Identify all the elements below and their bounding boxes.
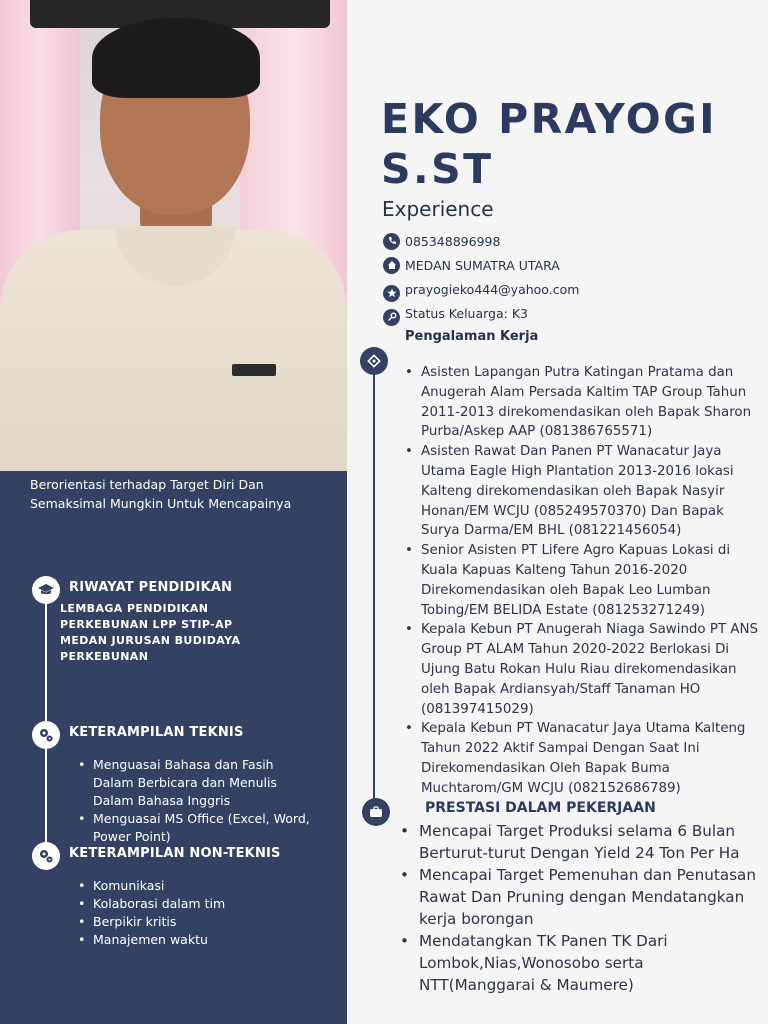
photo-hair <box>92 18 260 98</box>
achievements-list <box>400 820 758 996</box>
education-detail: LEMBAGA PENDIDIKAN PERKEBUNAN LPP STIP-AP MEDAN JURUSAN BUDIDAYA PERKEBUNAN <box>60 602 241 663</box>
achievement-item: • Mencapai Target Pemenuhan dan Penutasan Rawat Dan Pruning dengan Mendatangkan kerja borongan <box>400 864 758 930</box>
gears-icon <box>32 721 60 749</box>
star-icon <box>383 285 400 302</box>
key-icon <box>383 309 400 326</box>
graduation-cap-icon <box>32 576 60 604</box>
contact-address <box>383 256 560 274</box>
photo-pocket-label <box>232 364 276 376</box>
achievements-title: PRESTASI DALAM PEKERJAAN <box>425 800 656 816</box>
achievement-item: • Mencapai Target Produksi selama 6 Bulan Berturut-turut Dengan Yield 24 Ton Per Ha <box>400 820 758 864</box>
email-text: prayogieko444@yahoo.com <box>405 281 580 297</box>
objective-text: Berorientasi terhadap Target Diri Dan Semaksimal Mungkin Untuk Mencapainya <box>30 477 292 511</box>
soft-skill-item: • Berpikir kritis <box>78 913 313 931</box>
soft-skills-title: KETERAMPILAN NON-TEKNIS <box>69 846 281 861</box>
left-sidebar <box>0 0 347 1024</box>
technical-skill-item: • Menguasai Bahasa dan Fasih Dalam Berbicara dan Menulis Dalam Bahasa Inggris <box>78 756 313 810</box>
technical-skills-title: KETERAMPILAN TEKNIS <box>69 725 244 740</box>
work-experience-item: • Kepala Kebun PT Wanacatur Jaya Utama Kalteng Tahun 2022 Aktif Sampai Dengan Saat Ini Direkomendasikan Oleh Bapak Buma Muchtarom/GM WCJU (082152686789) <box>405 719 763 798</box>
work-experience-list <box>405 363 763 799</box>
work-experience-title: Pengalaman Kerja <box>405 329 539 344</box>
education-title: RIWAYAT PENDIDIKAN <box>69 580 233 595</box>
soft-skill-item: • Kolaborasi dalam tim <box>78 895 313 913</box>
technical-skill-item: • Menguasai MS Office (Excel, Word, Power Point) <box>78 810 313 846</box>
soft-skills-list <box>78 877 313 949</box>
candidate-name: EKO PRAYOGI S.ST <box>381 95 717 193</box>
soft-skill-item: • Manajemen waktu <box>78 931 313 949</box>
contact-phone <box>383 232 500 250</box>
profile-photo <box>0 0 347 471</box>
phone-text: 085348896998 <box>405 233 501 249</box>
experience-heading: Experience <box>382 197 494 221</box>
gears-icon <box>32 842 60 870</box>
work-experience-item: • Kepala Kebun PT Anugerah Niaga Sawindo PT ANS Group PT ALAM Tahun 2020-2022 Berlokasi Di Ujung Batu Rokan Hulu Riau direkomendasikan oleh Bapak Ardiansyah/Staff Tanaman HO (081397415029) <box>405 620 763 719</box>
contact-email <box>383 280 579 298</box>
work-experience-item: • Senior Asisten PT Lifere Agro Kapuas Lokasi di Kuala Kapuas Kalteng Tahun 2016-2020 Direkomendasikan oleh Bapak Leo Lumban Tobing/EM BELIDA Estate (081253271249) <box>405 541 763 620</box>
briefcase-icon <box>362 798 390 826</box>
address-text: MEDAN SUMATRA UTARA <box>405 257 560 273</box>
work-experience-item: • Asisten Rawat Dan Panen PT Wanacatur Jaya Utama Eagle High Plantation 2013-2016 lokasi Kalteng direkomendasikan oleh Bapak Nasyir Honan/EM WCJU (085249570370) Dan Bapak Surya Darma/EM BHL (081221456054) <box>405 442 763 541</box>
contact-family-status <box>383 304 528 322</box>
technical-skills-list <box>78 756 313 846</box>
family-status-text: Status Keluarga: K3 <box>405 305 528 321</box>
phone-icon <box>383 233 400 250</box>
work-experience-item: • Asisten Lapangan Putra Katingan Pratama dan Anugerah Alam Persada Kaltim TAP Group Tahun 2011-2013 direkomendasikan oleh Bapak Sharon Purba/Askep AAP (081386765571) <box>405 363 763 442</box>
achievement-item: • Mendatangkan TK Panen TK Dari Lombok,Nias,Wonosobo serta NTT(Manggarai & Maumere) <box>400 930 758 996</box>
home-icon <box>383 257 400 274</box>
soft-skill-item: • Komunikasi <box>78 877 313 895</box>
handshake-icon <box>360 347 388 375</box>
experience-timeline-line <box>373 360 375 812</box>
